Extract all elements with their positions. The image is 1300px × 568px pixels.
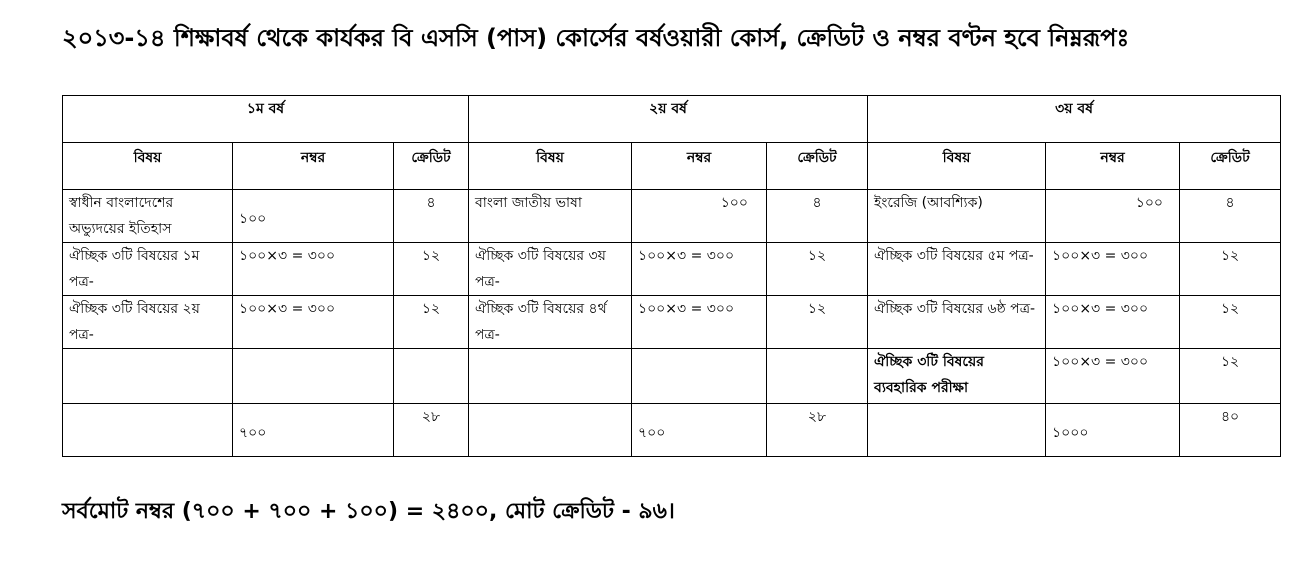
subject-cell: ঐচ্ছিক ৩টি বিষয়ের ব্যবহারিক পরীক্ষা [868, 349, 1046, 404]
year-header-row [63, 96, 1281, 143]
table-row [63, 296, 1281, 349]
marks-value: ১০০ [239, 211, 267, 227]
empty-cell [394, 349, 469, 404]
table-row [63, 190, 1281, 243]
marks-header: নম্বর [233, 143, 394, 190]
marks-cell: ১০০×৩ = ৩০০ [1046, 296, 1180, 349]
column-header-row [63, 143, 1281, 190]
year-3-header: ৩য় বর্ষ [868, 96, 1281, 143]
empty-cell [63, 404, 233, 457]
total-credit-cell: ৪০ [1180, 404, 1281, 457]
empty-cell [469, 349, 632, 404]
credit-cell: ৪ [394, 190, 469, 243]
subject-cell: ঐচ্ছিক ৩টি বিষয়ের ৫ম পত্র- [868, 243, 1046, 296]
subject-header: বিষয় [868, 143, 1046, 190]
subject-cell: ঐচ্ছিক ৩টি বিষয়ের ৩য় পত্র- [469, 243, 632, 296]
credit-cell: ৪ [1180, 190, 1281, 243]
credit-header: ক্রেডিট [767, 143, 868, 190]
marks-cell: ১০০ [1046, 190, 1180, 243]
subject-cell: ঐচ্ছিক ৩টি বিষয়ের ১ম পত্র- [63, 243, 233, 296]
marks-cell: ১০০×৩ = ৩০০ [632, 296, 767, 349]
table-row [63, 243, 1281, 296]
credit-cell: ১২ [394, 296, 469, 349]
empty-cell [632, 349, 767, 404]
credit-cell: ৪ [767, 190, 868, 243]
marks-header: নম্বর [632, 143, 767, 190]
total-marks-cell [1046, 404, 1180, 457]
subject-cell: ঐচ্ছিক ৩টি বিষয়ের ৪র্থ পত্র- [469, 296, 632, 349]
subject-header: বিষয় [469, 143, 632, 190]
credit-cell: ১২ [767, 296, 868, 349]
course-credit-table [62, 95, 1281, 457]
total-marks-cell [632, 404, 767, 457]
subject-header: বিষয় [63, 143, 233, 190]
subject-cell: ঐচ্ছিক ৩টি বিষয়ের ৬ষ্ঠ পত্র- [868, 296, 1046, 349]
marks-cell: ১০০×৩ = ৩০০ [1046, 349, 1180, 404]
subject-cell: বাংলা জাতীয় ভাষা [469, 190, 632, 243]
marks-cell: ১০০×৩ = ৩০০ [233, 296, 394, 349]
total-credit-cell: ২৮ [394, 404, 469, 457]
year-1-header: ১ম বর্ষ [63, 96, 469, 143]
grand-total-summary: সর্বমোট নম্বর (৭০০ + ৭০০ + ১০০) = ২৪০০, মোট ক্রেডিট - ৯৬। [62, 499, 675, 524]
marks-cell: ১০০×৩ = ৩০০ [632, 243, 767, 296]
marks-header: নম্বর [1046, 143, 1180, 190]
marks-cell: ১০০×৩ = ৩০০ [233, 243, 394, 296]
credit-header: ক্রেডিট [394, 143, 469, 190]
subject-cell: ঐচ্ছিক ৩টি বিষয়ের ২য় পত্র- [63, 296, 233, 349]
marks-cell [233, 190, 394, 243]
empty-cell [469, 404, 632, 457]
total-marks-value: ৭০০ [638, 425, 666, 441]
total-marks-cell [233, 404, 394, 457]
subject-cell: ইংরেজি (আবশ্যিক) [868, 190, 1046, 243]
page-title: ২০১৩-১৪ শিক্ষাবর্ষ থেকে কার্যকর বি এসসি (পাস) কোর্সের বর্ষওয়ারী কোর্স, ক্রেডিট ও নম্বর বণ্টন হবে নিম্নরূপঃ [62, 24, 1130, 52]
credit-cell: ১২ [394, 243, 469, 296]
marks-cell: ১০০×৩ = ৩০০ [1046, 243, 1180, 296]
year-2-header: ২য় বর্ষ [469, 96, 868, 143]
total-marks-value: ৭০০ [239, 425, 267, 441]
credit-cell: ১২ [1180, 296, 1281, 349]
empty-cell [233, 349, 394, 404]
credit-cell: ১২ [1180, 243, 1281, 296]
subject-cell: স্বাধীন বাংলাদেশের অভ্যুদয়ের ইতিহাস [63, 190, 233, 243]
marks-cell: ১০০ [632, 190, 767, 243]
total-marks-value: ১০০০ [1052, 425, 1089, 441]
empty-cell [868, 404, 1046, 457]
empty-cell [63, 349, 233, 404]
credit-cell: ১২ [767, 243, 868, 296]
empty-cell [767, 349, 868, 404]
credit-header: ক্রেডিট [1180, 143, 1281, 190]
total-credit-cell: ২৮ [767, 404, 868, 457]
credit-cell: ১২ [1180, 349, 1281, 404]
table-row [63, 349, 1281, 404]
totals-row [63, 404, 1281, 457]
